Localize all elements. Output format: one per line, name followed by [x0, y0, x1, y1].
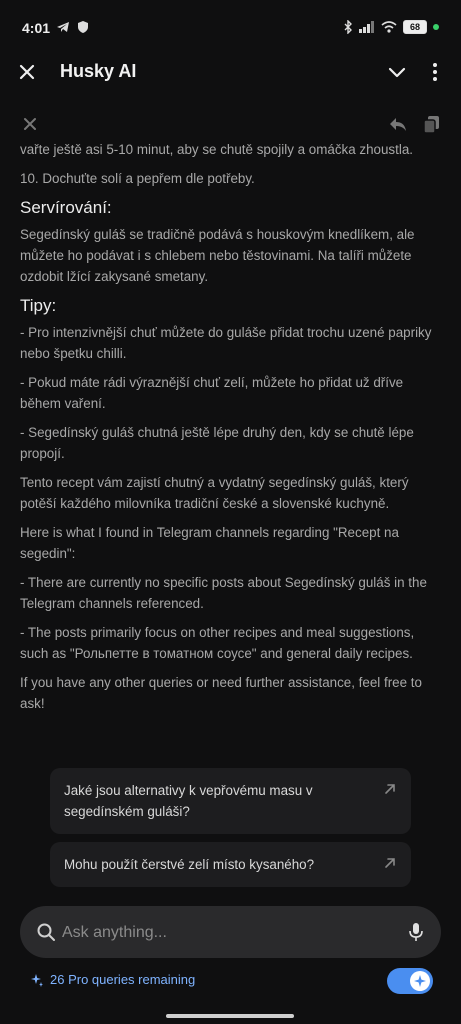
arrow-up-right-icon [383, 782, 397, 796]
message-paragraph: vařte ještě asi 5-10 minut, aby se chutě spojily a omáčka zhoustla. [20, 142, 413, 157]
microphone-icon[interactable] [405, 921, 427, 943]
ask-bar [20, 906, 441, 958]
arrow-up-right-icon [383, 856, 397, 870]
status-left-icons [56, 20, 90, 34]
reply-icon[interactable] [387, 113, 409, 135]
copy-icon[interactable] [421, 113, 443, 135]
assistant-message [20, 142, 442, 722]
sparkle-icon [30, 973, 44, 987]
telegram-icon [56, 20, 70, 34]
dismiss-icon[interactable] [20, 114, 40, 134]
more-vertical-icon[interactable] [423, 60, 447, 84]
suggestion-chip[interactable] [50, 768, 411, 834]
message-paragraph: Tento recept vám zajistí chutný a vydatný segedínský guláš, který potěší každého milovníka tradiční české a slovenské kuchyně. [20, 475, 409, 511]
sparkle-icon [410, 971, 430, 991]
message-paragraph: Here is what I found in Telegram channels regarding "Recept na segedin": [20, 525, 399, 561]
privacy-dot-icon [433, 24, 439, 30]
suggestion-label: Jaké jsou alternativy k vepřovému masu v segedínském guláši? [64, 783, 313, 819]
app-header [0, 50, 461, 94]
status-time: 4:01 [22, 20, 51, 36]
suggestion-label: Mohu použít čerstvé zelí místo kysaného? [64, 857, 315, 872]
pro-queries-label: 26 Pro queries remaining [50, 972, 196, 987]
battery-icon: 68 [403, 20, 427, 34]
shield-icon [76, 20, 90, 34]
wifi-icon [381, 21, 397, 33]
tip-item: - Pro intenzivnější chuť můžete do guláše přidat trochu uzené papriky nebo špetku chilli. [20, 325, 432, 361]
close-icon[interactable] [14, 59, 40, 85]
status-bar [0, 0, 461, 50]
list-item: - There are currently no specific posts about Segedínský guláš in the Telegram channels referenced. [20, 575, 427, 611]
toggle-knob [410, 971, 430, 991]
message-paragraph: Segedínský guláš se tradičně podává s houskovým knedlíkem, ale můžete ho podávat i s chlebem nebo těstovinami. Na talíři můžete ozdobit lžící zakysané smetany. [20, 227, 415, 284]
message-paragraph: If you have any other queries or need further assistance, feel free to ask! [20, 675, 422, 711]
suggestion-chip[interactable] [50, 842, 411, 887]
pro-mode-toggle[interactable] [387, 968, 433, 994]
section-heading-serving: Servírování: [20, 198, 112, 217]
pro-queries-indicator [30, 972, 195, 987]
search-icon [36, 922, 56, 942]
ask-input[interactable] [60, 918, 394, 948]
bluetooth-icon [343, 20, 353, 34]
tip-item: - Pokud máte rádi výraznější chuť zelí, můžete ho přidat už dříve během vaření. [20, 375, 404, 411]
message-paragraph: 10. Dochuťte solí a pepřem dle potřeby. [20, 171, 255, 186]
message-toolbar [0, 110, 461, 140]
home-indicator[interactable] [166, 1014, 294, 1018]
chevron-down-icon[interactable] [385, 60, 409, 84]
section-heading-tips: Tipy: [20, 296, 57, 315]
page-title: Husky AI [60, 61, 137, 81]
tip-item: - Segedínský guláš chutná ještě lépe druhý den, kdy se chutě lépe propojí. [20, 425, 414, 461]
list-item: - The posts primarily focus on other recipes and meal suggestions, such as "Рольпетте в томатном соусе" and general daily recipes. [20, 625, 415, 661]
status-right-icons [343, 20, 439, 34]
signal-icon [359, 21, 375, 33]
